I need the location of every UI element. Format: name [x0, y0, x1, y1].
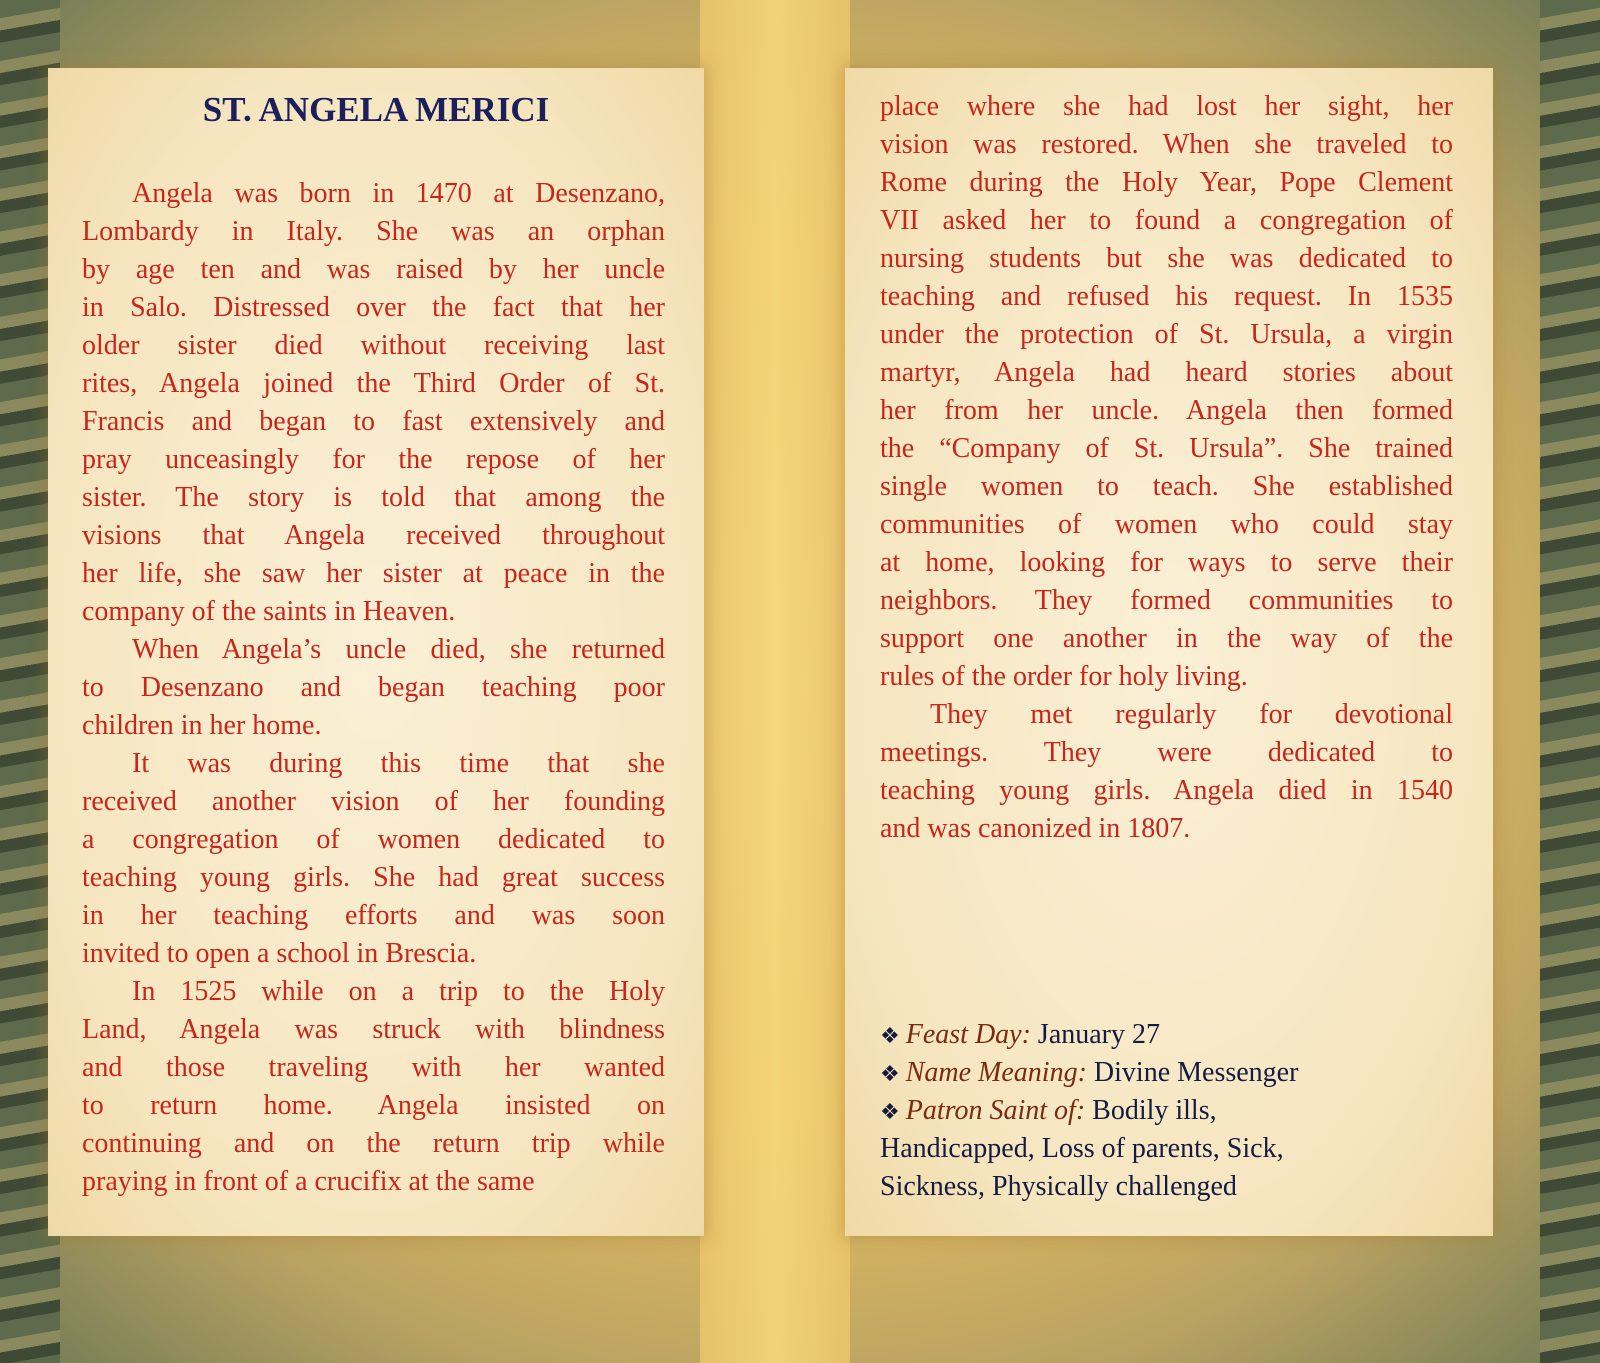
- text-line: company of the saints in Heaven.: [82, 596, 456, 627]
- paragraph: [82, 175, 665, 631]
- right-page: [845, 68, 1493, 1236]
- feast-day-item: ❖ Feast Day: January 27: [880, 1019, 1160, 1050]
- text-line: to return home. Angela insisted on: [82, 1090, 665, 1121]
- text-line: rules of the order for holy living.: [880, 661, 1248, 692]
- text-line: and was canonized in 1807.: [880, 813, 1191, 844]
- text-line: Francis and began to fast extensively and: [82, 406, 665, 437]
- text-line: Angela was born in 1470 at Desenzano,: [132, 178, 665, 209]
- text-line: under the protection of St. Ursula, a virgin: [880, 319, 1453, 350]
- ornamental-border-right: [1540, 0, 1600, 1363]
- paragraph: [82, 745, 665, 973]
- text-line: in Salo. Distressed over the fact that her: [82, 292, 665, 323]
- text-line: continuing and on the return trip while: [82, 1128, 665, 1159]
- right-text-column: [880, 88, 1453, 848]
- text-line: Rome during the Holy Year, Pope Clement: [880, 167, 1453, 198]
- text-line: pray unceasingly for the repose of her: [82, 444, 665, 475]
- text-line: vision was restored. When she traveled to: [880, 129, 1453, 160]
- text-line: Land, Angela was struck with blindness: [82, 1014, 665, 1045]
- text-line: In 1525 while on a trip to the Holy: [132, 976, 665, 1007]
- text-line: teaching young girls. She had great success: [82, 862, 665, 893]
- text-line: the “Company of St. Ursula”. She trained: [880, 433, 1453, 464]
- text-line: to Desenzano and began teaching poor: [82, 672, 665, 703]
- page-title: ST. ANGELA MERICI: [202, 90, 550, 129]
- paragraph: [880, 88, 1453, 696]
- text-line: place where she had lost her sight, her: [880, 91, 1453, 122]
- text-line: her life, she saw her sister at peace in the: [82, 558, 665, 589]
- text-line: visions that Angela received throughout: [82, 520, 665, 551]
- bullet-icon: ❖: [880, 1099, 900, 1124]
- paragraph: [82, 973, 665, 1201]
- paragraph: [82, 631, 665, 745]
- text-line: by age ten and was raised by her uncle: [82, 254, 665, 285]
- patron-saint-item: ❖ Patron Saint of: Bodily ills,: [880, 1095, 1217, 1126]
- text-line: Lombardy in Italy. She was an orphan: [82, 216, 665, 247]
- text-line: a congregation of women dedicated to: [82, 824, 665, 855]
- booklet-spine: [700, 0, 850, 1363]
- text-line: martyr, Angela had heard stories about: [880, 357, 1453, 388]
- patron-saint-continued: Sickness, Physically challenged: [880, 1171, 1237, 1202]
- text-line: sister. The story is told that among the: [82, 482, 665, 513]
- text-line: neighbors. They formed communities to: [880, 585, 1453, 616]
- bullet-icon: ❖: [880, 1061, 900, 1086]
- text-line: older sister died without receiving last: [82, 330, 665, 361]
- left-page: [48, 68, 704, 1236]
- text-line: support one another in the way of the: [880, 623, 1453, 654]
- text-line: meetings. They were dedicated to: [880, 737, 1453, 768]
- text-line: praying in front of a crucifix at the same: [82, 1166, 535, 1197]
- text-line: children in her home.: [82, 710, 322, 741]
- text-line: nursing students but she was dedicated to: [880, 243, 1453, 274]
- text-line: It was during this time that she: [132, 748, 665, 779]
- text-line: When Angela’s uncle died, she returned: [132, 634, 665, 665]
- saint-facts: [880, 1016, 1298, 1206]
- paragraph: [880, 696, 1453, 848]
- bullet-icon: ❖: [880, 1023, 900, 1048]
- text-line: teaching and refused his request. In 1535: [880, 281, 1453, 312]
- text-line: rites, Angela joined the Third Order of St.: [82, 368, 665, 399]
- name-meaning-item: ❖ Name Meaning: Divine Messenger: [880, 1057, 1299, 1088]
- text-line: in her teaching efforts and was soon: [82, 900, 665, 931]
- left-text-column: [82, 175, 665, 1201]
- text-line: invited to open a school in Brescia.: [82, 938, 477, 969]
- text-line: communities of women who could stay: [880, 509, 1453, 540]
- patron-saint-continued: Handicapped, Loss of parents, Sick,: [880, 1133, 1284, 1164]
- text-line: VII asked her to found a congregation of: [880, 205, 1453, 236]
- text-line: at home, looking for ways to serve their: [880, 547, 1453, 578]
- text-line: teaching young girls. Angela died in 1540: [880, 775, 1453, 806]
- text-line: received another vision of her founding: [82, 786, 665, 817]
- text-line: single women to teach. She established: [880, 471, 1453, 502]
- text-line: and those traveling with her wanted: [82, 1052, 665, 1083]
- text-line: her from her uncle. Angela then formed: [880, 395, 1453, 426]
- text-line: They met regularly for devotional: [930, 699, 1453, 730]
